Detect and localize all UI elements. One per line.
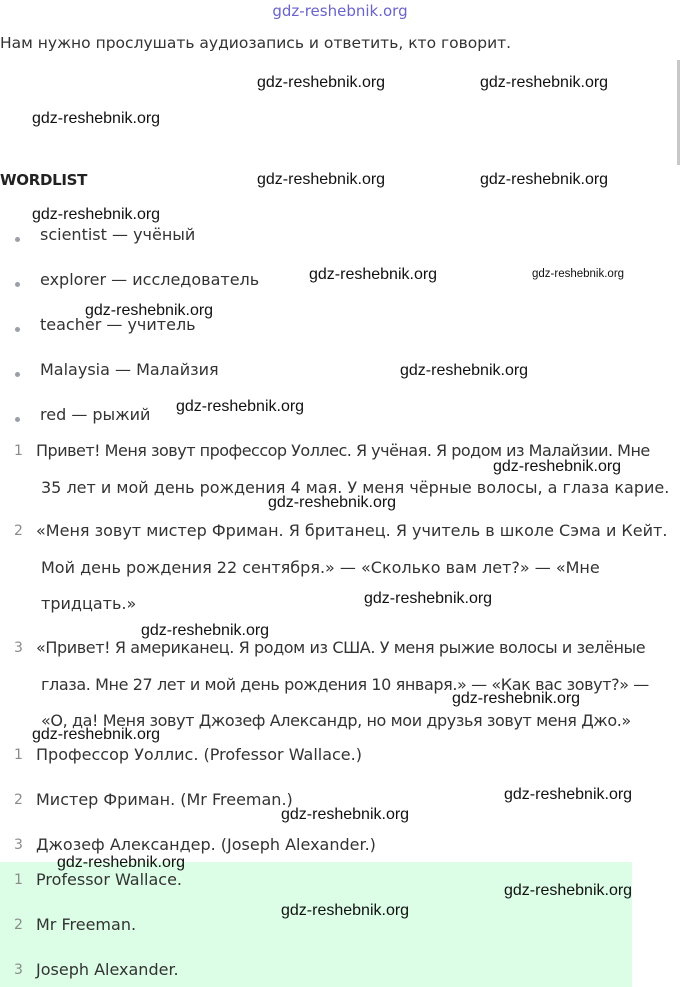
watermark: gdz-reshebnik.org <box>281 902 410 919</box>
watermark: gdz-reshebnik.org <box>532 268 625 280</box>
wordlist-title: WORDLIST <box>0 171 88 189</box>
bullet <box>15 372 20 377</box>
watermark: gdz-reshebnik.org <box>32 726 161 743</box>
top-watermark: gdz-reshebnik.org <box>272 2 408 20</box>
bullet <box>15 417 20 422</box>
answer-text: Джозеф Александер. (Joseph Alexander.) <box>36 835 376 854</box>
watermark: gdz-reshebnik.org <box>268 494 397 511</box>
transcript-line: глаза. Мне 27 лет и мой день рождения 10 января.» — «Как вас зовут?» — <box>41 675 649 694</box>
answer-number: 1 <box>14 747 23 763</box>
watermark: gdz-reshebnik.org <box>504 786 633 803</box>
answer-text: Мистер Фриман. (Mr Freeman.) <box>36 790 293 809</box>
watermark: gdz-reshebnik.org <box>257 74 386 91</box>
list-item: teacher — учитель <box>40 315 196 334</box>
watermark: gdz-reshebnik.org <box>400 362 529 379</box>
transcript-line: Привет! Меня зовут профессор Уоллес. Я учёная. Я родом из Малайзии. Мне <box>36 441 650 460</box>
transcript-line: тридцать.» <box>41 594 137 613</box>
transcript-line: «Привет! Я американец. Я родом из США. У меня рыжие волосы и зелёные <box>36 638 646 657</box>
list-item: Malaysia — Малайзия <box>40 360 219 379</box>
list-item: scientist — учёный <box>40 225 196 244</box>
watermark: gdz-reshebnik.org <box>176 398 305 415</box>
list-item: red — рыжий <box>40 405 151 424</box>
transcript-line: «О, да! Меня зовут Джозеф Александр, но мои друзья зовут меня Джо.» <box>41 711 631 730</box>
answer-text: Mr Freeman. <box>36 915 137 934</box>
watermark: gdz-reshebnik.org <box>504 882 633 899</box>
transcript-number: 3 <box>14 640 23 656</box>
watermark: gdz-reshebnik.org <box>493 458 622 475</box>
answer-number: 3 <box>14 962 23 978</box>
answer-number: 1 <box>14 872 23 888</box>
watermark: gdz-reshebnik.org <box>281 806 410 823</box>
transcript-number: 1 <box>14 443 23 459</box>
list-item: explorer — исследователь <box>40 270 260 289</box>
watermark: gdz-reshebnik.org <box>141 622 270 639</box>
transcript-number: 2 <box>14 523 23 539</box>
watermark: gdz-reshebnik.org <box>32 206 161 223</box>
watermark: gdz-reshebnik.org <box>364 590 493 607</box>
bullet <box>15 282 20 287</box>
bullet <box>15 327 20 332</box>
answer-text: Professor Wallace. <box>36 870 183 889</box>
answer-number: 2 <box>14 792 23 808</box>
watermark: gdz-reshebnik.org <box>85 302 214 319</box>
watermark: gdz-reshebnik.org <box>480 74 609 91</box>
answer-number: 2 <box>14 917 23 933</box>
answer-text: Профессор Уоллис. (Professor Wallace.) <box>36 745 362 764</box>
intro-text: Нам нужно прослушать аудиозапись и ответить, кто говорит. <box>0 34 512 52</box>
watermark: gdz-reshebnik.org <box>257 171 386 188</box>
watermark: gdz-reshebnik.org <box>32 110 161 127</box>
watermark: gdz-reshebnik.org <box>480 171 609 188</box>
watermark: gdz-reshebnik.org <box>452 690 581 707</box>
watermark: gdz-reshebnik.org <box>57 854 186 871</box>
bullet <box>15 237 20 242</box>
transcript-line: «Меня зовут мистер Фриман. Я британец. Я учитель в школе Сэма и Кейт. <box>36 521 668 540</box>
transcript-line: 35 лет и мой день рождения 4 мая. У меня чёрные волосы, а глаза карие. <box>41 478 670 497</box>
watermark: gdz-reshebnik.org <box>309 266 438 283</box>
transcript-line: Мой день рождения 22 сентября.» — «Сколько вам лет?» — «Мне <box>41 558 600 577</box>
answer-text: Joseph Alexander. <box>36 960 179 979</box>
answer-number: 3 <box>14 837 23 853</box>
